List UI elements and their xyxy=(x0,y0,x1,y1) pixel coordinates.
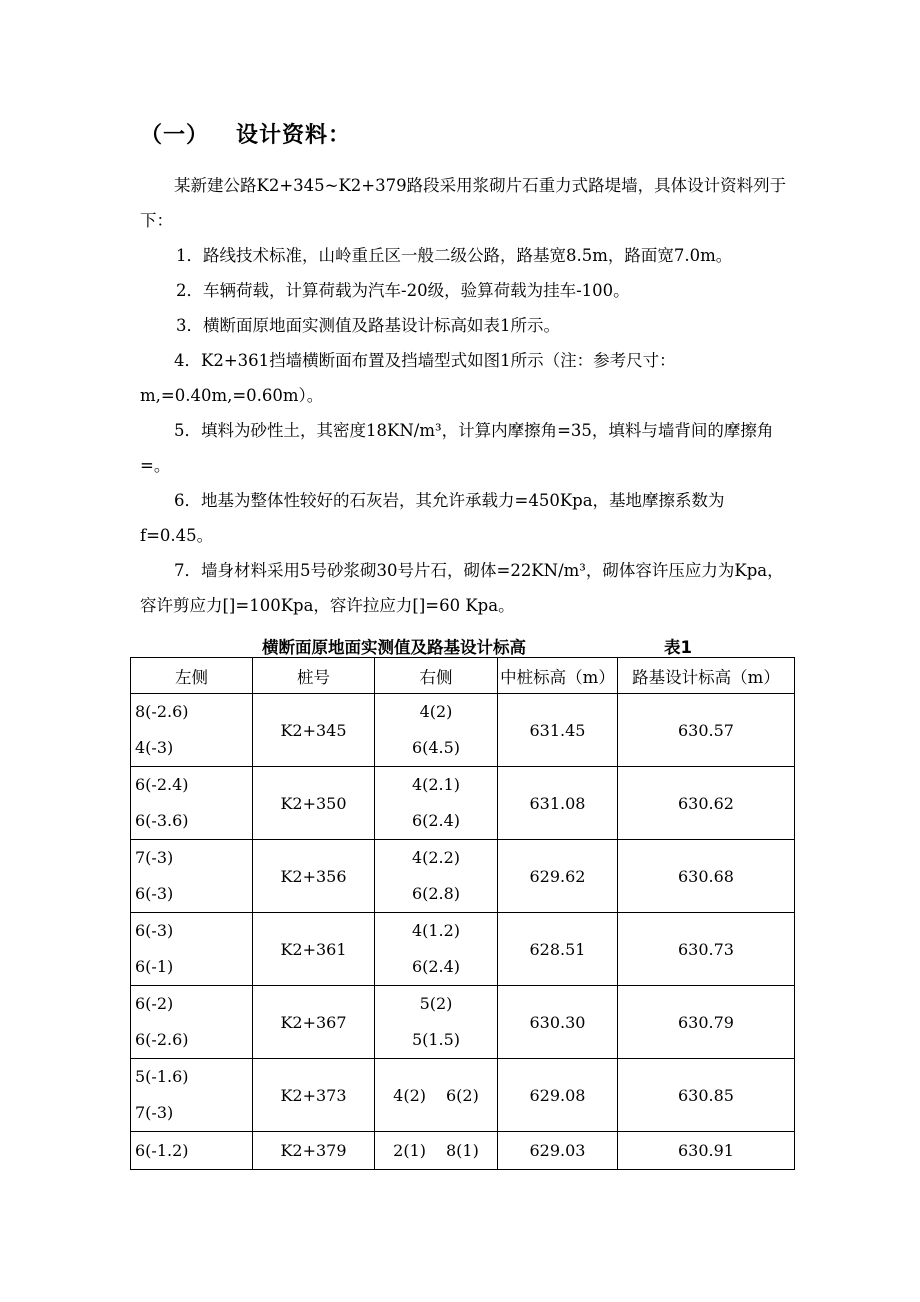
header-right: 右侧 xyxy=(375,658,498,694)
cell-center-elevation: 631.08 xyxy=(498,767,618,840)
table-number: 表1 xyxy=(664,638,692,657)
section-heading xyxy=(140,118,351,149)
cell-design-elevation: 630.79 xyxy=(618,986,795,1059)
item-2: 2．车辆荷载，计算荷载为汽车-20级，验算荷载为挂车-100。 xyxy=(176,281,630,300)
cell-station: K2+356 xyxy=(253,840,375,913)
cell-design-elevation: 630.91 xyxy=(618,1132,795,1170)
header-design-elevation: 路基设计标高（m） xyxy=(618,658,795,694)
intro-text: 某新建公路K2+345~K2+379路段采用浆砌片石重力式路堤墙，具体设计资料列于下： xyxy=(140,176,787,230)
cell-right: 4(2) 6(2) xyxy=(375,1059,498,1132)
table-caption-title: 横断面原地面实测值及路基设计标高 xyxy=(262,638,526,657)
cell-left: 6(-3) 6(-1) xyxy=(131,913,253,986)
cell-left: 8(-2.6) 4(-3) xyxy=(131,694,253,767)
cell-right: 4(2.1) 6(2.4) xyxy=(375,767,498,840)
cell-right: 4(1.2) 6(2.4) xyxy=(375,913,498,986)
header-center-elevation: 中桩标高（m） xyxy=(498,658,618,694)
section-number: （一） xyxy=(140,123,210,148)
table-row xyxy=(131,1132,795,1170)
item-5: 5．填料为砂性土，其密度18KN/m³，计算内摩擦角=35，填料与墙背间的摩擦角=。 xyxy=(140,421,774,475)
cell-station: K2+345 xyxy=(253,694,375,767)
table-header-row xyxy=(131,658,795,694)
cell-center-elevation: 628.51 xyxy=(498,913,618,986)
item-3: 3．横断面原地面实测值及路基设计标高如表1所示。 xyxy=(176,316,560,335)
cell-right: 4(2) 6(4.5) xyxy=(375,694,498,767)
header-station: 桩号 xyxy=(253,658,375,694)
cell-station: K2+367 xyxy=(253,986,375,1059)
table-row xyxy=(131,840,795,913)
cell-right: 2(1) 8(1) xyxy=(375,1132,498,1170)
cell-center-elevation: 631.45 xyxy=(498,694,618,767)
cell-center-elevation: 629.62 xyxy=(498,840,618,913)
cell-design-elevation: 630.85 xyxy=(618,1059,795,1132)
item-1: 1．路线技术标准，山岭重丘区一般二级公路，路基宽8.5m，路面宽7.0m。 xyxy=(176,246,733,265)
cell-design-elevation: 630.73 xyxy=(618,913,795,986)
intro-paragraph xyxy=(140,168,790,238)
cell-left: 6(-2.4) 6(-3.6) xyxy=(131,767,253,840)
header-left: 左侧 xyxy=(131,658,253,694)
cell-right: 5(2) 5(1.5) xyxy=(375,986,498,1059)
table-row xyxy=(131,913,795,986)
cell-center-elevation: 630.30 xyxy=(498,986,618,1059)
cell-design-elevation: 630.62 xyxy=(618,767,795,840)
cell-station: K2+361 xyxy=(253,913,375,986)
item-6: 6．地基为整体性较好的石灰岩，其允许承载力=450Kpa，基地摩擦系数为f=0.45。 xyxy=(140,491,725,545)
table-row xyxy=(131,1059,795,1132)
table-row xyxy=(131,986,795,1059)
table-caption xyxy=(262,634,692,658)
elevation-table xyxy=(130,657,795,1170)
cell-left: 6(-1.2) xyxy=(131,1132,253,1170)
cell-station: K2+373 xyxy=(253,1059,375,1132)
section-title: 设计资料： xyxy=(236,123,352,148)
cell-design-elevation: 630.57 xyxy=(618,694,795,767)
cell-left: 7(-3) 6(-3) xyxy=(131,840,253,913)
cell-design-elevation: 630.68 xyxy=(618,840,795,913)
cell-station: K2+379 xyxy=(253,1132,375,1170)
cell-center-elevation: 629.03 xyxy=(498,1132,618,1170)
cell-right: 4(2.2) 6(2.8) xyxy=(375,840,498,913)
item-7: 7．墙身材料采用5号砂浆砌30号片石，砌体=22KN/m³，砌体容许压应力为Kpa，容许剪应力[]=100Kpa，容许拉应力[]=60 Kpa。 xyxy=(140,561,784,615)
item-4: 4．K2+361挡墙横断面布置及挡墙型式如图1所示（注：参考尺寸：m,=0.40m,=0.60m）。 xyxy=(140,351,676,405)
table-row xyxy=(131,767,795,840)
cell-center-elevation: 629.08 xyxy=(498,1059,618,1132)
table-row xyxy=(131,694,795,767)
cell-left: 6(-2) 6(-2.6) xyxy=(131,986,253,1059)
cell-station: K2+350 xyxy=(253,767,375,840)
cell-left: 5(-1.6) 7(-3) xyxy=(131,1059,253,1132)
